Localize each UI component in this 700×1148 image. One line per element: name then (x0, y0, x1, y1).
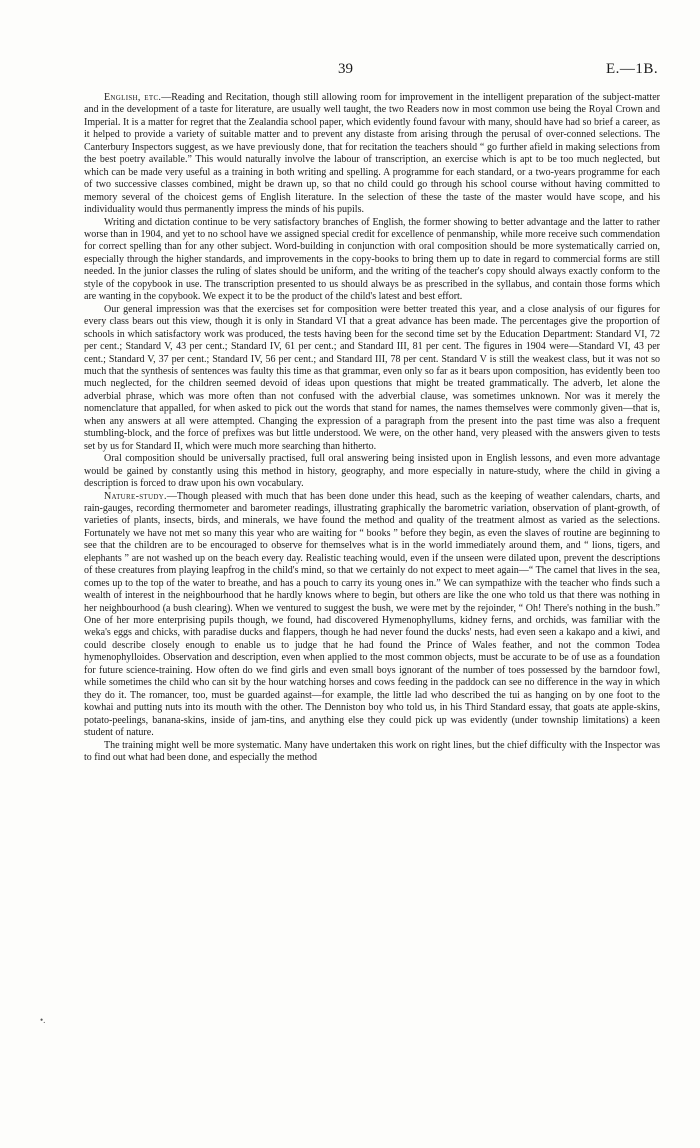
paragraph-text: —Though pleased with much that has been done under this head, such as the keeping of weather calendars, charts, and rain-gauges, recording thermometer and barometer readings, illustrating graphically the barometric variation, observation of plant-growth, of varieties of plants, insects, birds, and minerals, we have found the method and quality of the treatment almost as varied as the selections. Fortunately we have not met so many this year who are waiting for “ books ” before they begin, as even the slaves of routine are beginning to see that the children are to be encouraged to observe for themselves what is in the world immediately around them, and “ lions, tigers, and elephants ” are not washed up on the beach every day. Realistic teaching would, even if the unseen were dilated upon, prevent the descriptions of these creatures from playing leapfrog in the child's mind, so that we certainly do not expect to meet again—“ The camel that lives in the sea, comes up to the top of the water to breathe, and has a pouch to carry its young ones in.” We can sympathize with the teacher who finds such a wealth of interest in the neighbourhood that he hardly knows where to begin, but others are like the one who told us that there was nothing in her neighbourhood (a bush clearing). When we ventured to suggest the bush, we were met by the rejoinder, “ Oh! There's nothing in the bush.” One of her more enterprising pupils though, we found, had discovered Hymenophyllums, kidney ferns, and orchids, was familiar with the weka's eggs and chicks, with paradise ducks and flappers, though he had never found the ducks' nests, had even seen a kakapo and a kiwi, and could describe closely enough to enable us to judge that he had found the Prince of Wales feather, and not the common Todea hymenophylloides. Observation and description, even when applied to the most common objects, must be accurate to be of use as a foundation for future science-training. How often do we find girls and even small boys ignorant of the number of toes possessed by the barndoor fowl, while sometimes the child who can sit by the hour watching horses and cows feeding in the paddock can see no difference in the way in which they do it. The romancer, too, must be guarded against—for example, the little lad who described the tui as hanging on by one foot to the kowhai and putting nuts into its mouth with the other. The Denniston boy who told us, in his Third Standard essay, that goats ate apple-skins, potato-peelings, banana-skins, inside of jam-tins, and anything else they could pick up was evidently (under township limitations) a keen student of nature. (84, 490, 660, 739)
section-heading-english: English, etc. (104, 92, 162, 103)
paragraph-text: Writing and dictation continue to be very satisfactory branches of English, the former showing to better advantage and the latter to rather worse than in 1904, and yet to no school have we assigned special credit for excellence of penmanship, while more receive such commendation for correct spelling than for any other subject. Word-building in conjunction with oral composition should be more systematically carried on, especially through the higher standards, and improvements in the copy-books to bring them up to date in regard to commercial forms are still needed. In the junior classes the ruling of slates should be uniform, and the writing of the teacher's copy should always exactly conform to the style of the copybook in use. The transcription presented to us should always be as prescribed in the syllabus, and contain those forms which are wanting in the copybook. We expect it to be the product of the child's latest and best effort. (84, 216, 660, 303)
paragraph-writing-dictation (84, 217, 660, 304)
paragraph-text: —Reading and Recitation, though still allowing room for improvement in the intelligent preparation of the subject-matter and in the development of a taste for literature, are usually well taught, the two Readers now in most common use being the Royal Crown and Imperial. It is a matter for regret that the Zealandia school paper, which evidently found favour with many, should have had so brief a career, as it helped to provide a variety of suitable matter and to prevent any distaste from arising through the perusal of over-conned selections. The Canterbury Inspectors suggest, as we have previously done, that for recitation the teachers should “ go further afield in making selections from the best poetry available.” This would naturally involve the labour of transcription, an exercise which is apt to be too much neglected, but which can be made very useful as a training in both writing and spelling. A programme for each standard, or a two-years programme for each of two successive classes combined, might be drawn up, so that no child could go through his school course without having committed to memory several of the choicest gems of English literature. In the selection of these the taste of the master would have scope, and his individuality would thus permanently impress the minds of his pupils. (84, 92, 660, 216)
paragraph-composition (84, 304, 660, 453)
margin-mark: •. (40, 1015, 46, 1025)
paragraph-text: The training might well be more systematic. Many have undertaken this work on right lines, but the chief difficulty with the Inspector was to find out what had been done, and especially the method (84, 739, 660, 764)
paragraph-text: Our general impression was that the exercises set for composition were better treated this year, and a close analysis of our figures for every class bears out this view, though it is only in Standard VI that a great advance has been made. The percentages give the proportion of schools in which satisfactory work was produced, the tests having been for the second time set by the Education Department: Standard VI, 72 per cent.; Standard V, 43 per cent.; Standard IV, 61 per cent.; and Standard III, 81 per cent. The figures in 1904 were—Standard VI, 43 per cent.; Standard V, 37 per cent.; Standard IV, 56 per cent.; and Standard III, 78 per cent. Standard V is still the weakest class, but it was not so much that the synthesis of sentences was faulty this time as that grammar, even only so far as it bears upon composition, has evidently been too much neglected, for the children seemed devoid of ideas upon questions that might be treated grammatically. The adverb, let alone the adverbial phrase, which was more often than not confused with the adverbial clause, was sometimes unknown. Nor was it merely the nomenclature that appalled, for when asked to pick out the words that stand for names, the names themselves were commonly given—that is, when any answers at all were attempted. Changing the expression of a paragraph from the present into the past time was also a frequent stumbling-block, and the force of prefixes was but little understood. We were, on the other hand, very pleased with the answers given to tests set by us for Standard II, which were much more searching than hitherto. (84, 303, 660, 452)
report-code: E.—1B. (606, 61, 659, 77)
paragraph-english (84, 92, 660, 217)
paragraph-nature-study (84, 491, 660, 740)
page-number: 39 (338, 61, 353, 77)
page-header (0, 61, 700, 81)
paragraph-training (84, 740, 660, 765)
section-heading-nature-study: Nature-study. (104, 490, 167, 502)
body-text (84, 92, 660, 764)
paragraph-oral-composition (84, 453, 660, 490)
paragraph-text: Oral composition should be universally practised, full oral answering being insisted upon in English lessons, and even more advantage would be gained by constantly using this method in history, geography, and more especially in nature-study, where the child in giving a description is forced to draw upon his own vocabulary. (84, 453, 660, 490)
